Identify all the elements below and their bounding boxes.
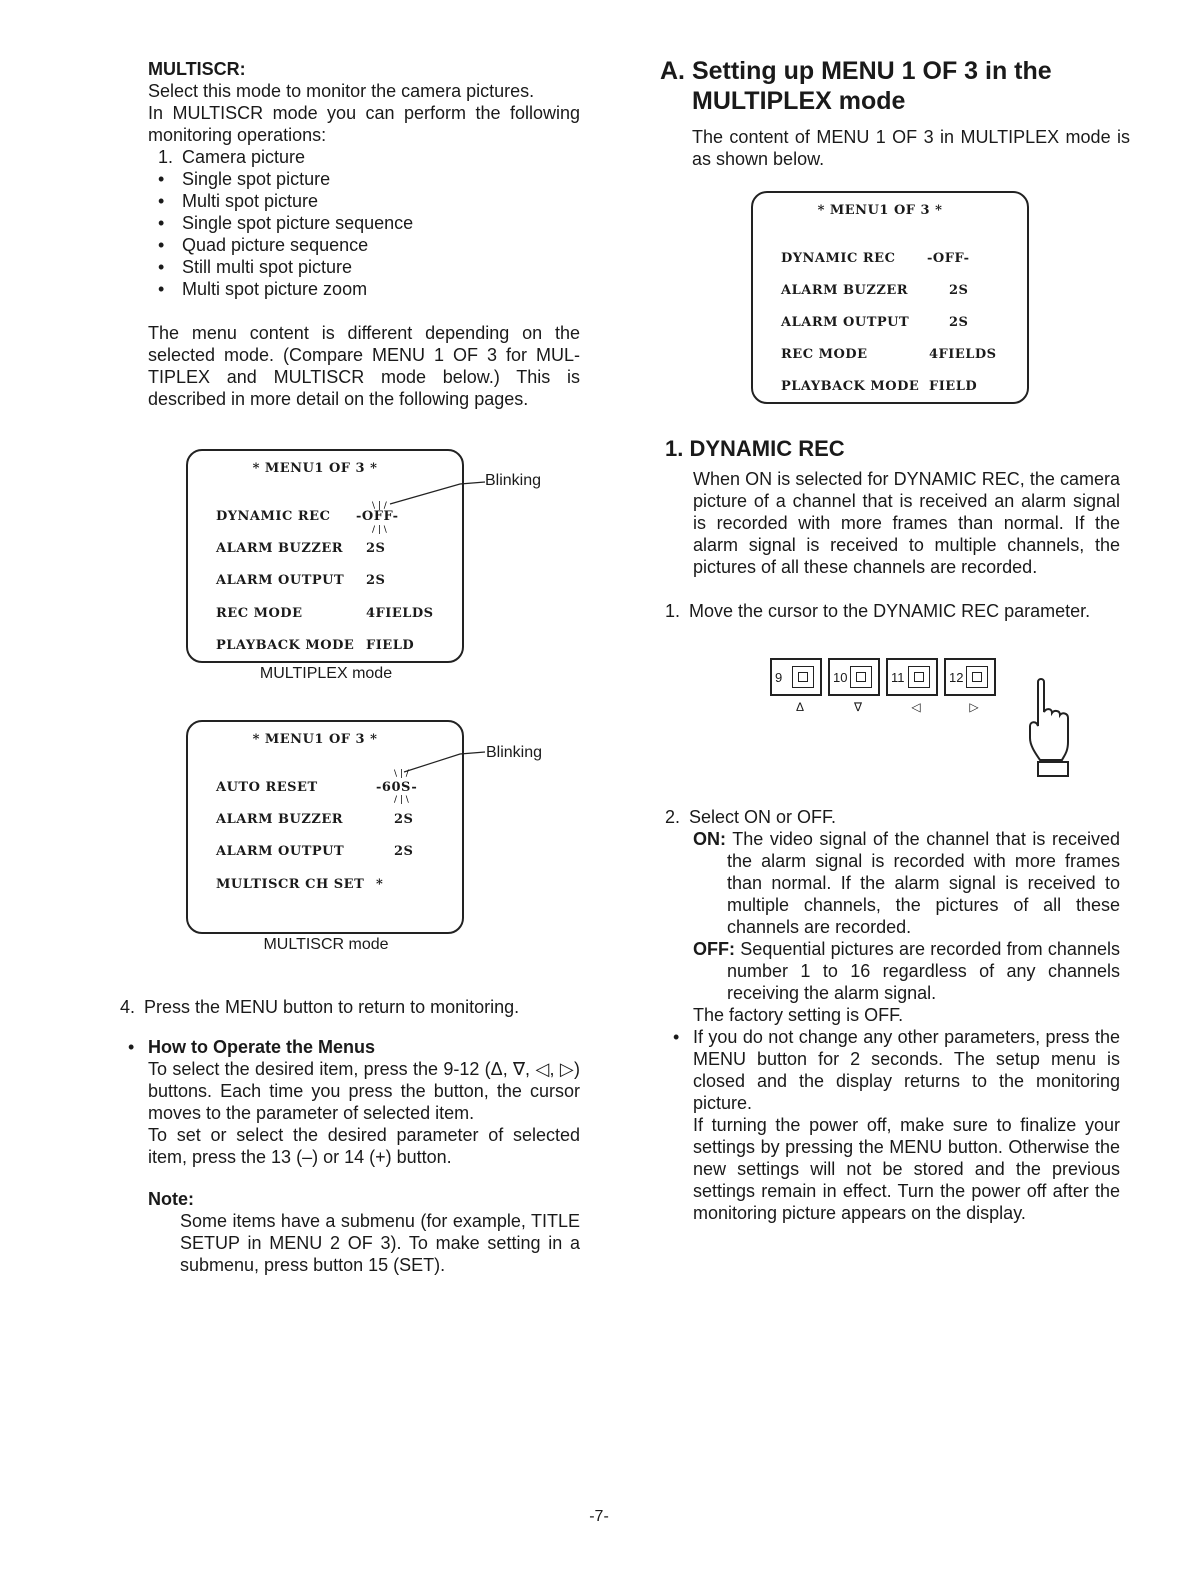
blink-pointer-line <box>360 470 490 540</box>
left-column <box>120 58 580 410</box>
menu-row: ALARM OUTPUT 2S <box>216 844 414 859</box>
list-item: • Still multi spot picture <box>158 257 353 277</box>
section-heading: A. Setting up MENU 1 OF 3 in the MULTIPLEX mode <box>660 57 1052 115</box>
menu-title: * MENU1 OF 3 * <box>817 203 943 218</box>
menu-row: ALARM BUZZER 2S <box>781 283 969 298</box>
menu-row: DYNAMIC REC -OFF- <box>781 251 970 266</box>
dynamic-rec-heading: 1. DYNAMIC REC <box>665 436 845 461</box>
how-to-paragraph-2: To set or select the desired parameter of selected item, press the 13 (–) or 14 (+) button. <box>148 1125 580 1167</box>
button-12[interactable]: 12 <box>944 658 996 696</box>
intro-text: The content of MENU 1 OF 3 in MULTIPLEX mode is as shown below. <box>692 127 1130 169</box>
menu-row: ALARM OUTPUT 2S <box>781 315 969 330</box>
page-number: -7- <box>589 1508 609 1525</box>
menu-title: * MENU1 OF 3 * <box>252 732 378 747</box>
left-lower-column <box>120 996 580 1276</box>
step-2: 2. Select ON or OFF. <box>665 807 837 827</box>
multiscr-heading: MULTISCR: <box>148 59 246 79</box>
list-item: • Single spot picture <box>158 169 331 189</box>
right-column <box>660 56 1130 170</box>
bullet-note: • If you do not change any other parameters, press the MENU button for 2 seconds. The setup menu is closed and the display returns to the monitoring picture. <box>673 1027 1120 1113</box>
down-arrow-icon: ∇ <box>853 700 863 714</box>
menu-content-paragraph: The menu content is different depending on the selected mode. (Compare MENU 1 OF 3 for MUL-TIPLEX and MULTISCR mode below.) This is described in more detail on the following pages. <box>148 323 580 409</box>
how-to-paragraph-1: To select the desired item, press the 9-12 (Δ, ∇, ◁, ▷) buttons. Each time you press the button, the cursor moves to the parameter of selected item. <box>148 1059 580 1123</box>
menu-row: DYNAMIC REC -OFF- <box>216 509 399 524</box>
button-11[interactable]: 11 <box>886 658 938 696</box>
how-to-heading-row: • How to Operate the Menus <box>128 1037 376 1057</box>
button-9[interactable]: 9 <box>770 658 822 696</box>
monitoring-operations-list <box>148 146 580 300</box>
factory-setting: The factory setting is OFF. <box>693 1005 904 1025</box>
svg-text:\ | /: \ | / <box>394 769 409 779</box>
list-item: • Multi spot picture <box>158 191 319 211</box>
power-off-paragraph: If turning the power off, make sure to finalize your settings by pressing the MENU button. Otherwise the new settings will not be stored and the previous settings remain in effect. Turn the power off after the monitoring picture appears on the display. <box>693 1115 1120 1223</box>
pointing-hand-icon <box>1024 676 1080 780</box>
multiscr-line-1: Select this mode to monitor the camera pictures. <box>148 81 535 101</box>
list-item: 1. Camera picture <box>158 147 306 167</box>
on-definition: ON: The video signal of the channel that is received the alarm signal is recorded with more frames than normal. If the alarm signal is received to multiple channels, the pictures of all these channels are recorded. <box>693 829 1120 937</box>
menu-row: PLAYBACK MODE FIELD <box>216 638 415 653</box>
left-arrow-icon: ◁ <box>911 700 921 714</box>
multiplex-caption: MULTIPLEX mode <box>259 665 393 682</box>
off-definition: OFF: Sequential pictures are recorded from channels number 1 to 16 regardless of any channels receiving the alarm signal. <box>693 939 1120 1003</box>
dynamic-rec-paragraph: When ON is selected for DYNAMIC REC, the camera picture of a channel that is received an alarm signal is recorded with more frames than normal. If the alarm signal is received to multiple channels, the pictures of all these channels are recorded. <box>693 469 1120 577</box>
menu-row: ALARM BUZZER 2S <box>216 541 386 556</box>
button-10[interactable]: 10 <box>828 658 880 696</box>
multiscr-caption: MULTISCR mode <box>263 936 389 953</box>
blinking-label: Blinking <box>485 472 542 489</box>
step-4: 4. Press the MENU button to return to monitoring. <box>120 997 520 1017</box>
step-2-section <box>665 806 1120 1224</box>
list-item: • Quad picture sequence <box>158 235 369 255</box>
menu-box-right <box>751 191 1029 404</box>
blinking-label: Blinking <box>486 744 543 761</box>
menu-row: REC MODE 4FIELDS <box>781 347 997 362</box>
multiscr-line-2: In MULTISCR mode you can perform the following monitoring operations: <box>148 103 580 145</box>
svg-text:\ | /: \ | / <box>372 501 387 511</box>
svg-text:/ | \: / | \ <box>372 525 387 535</box>
menu-row: MULTISCR CH SET * <box>216 877 384 892</box>
step-1: 1. Move the cursor to the DYNAMIC REC parameter. <box>665 601 1091 621</box>
menu-row: ALARM OUTPUT 2S <box>216 573 386 588</box>
up-arrow-icon: Δ <box>795 700 804 714</box>
how-to-heading: How to Operate the Menus <box>148 1037 376 1057</box>
right-arrow-icon: ▷ <box>969 700 979 714</box>
list-item: • Multi spot picture zoom <box>158 279 368 299</box>
channel-buttons-diagram <box>770 658 1010 718</box>
menu-row: PLAYBACK MODE FIELD <box>781 379 978 394</box>
menu-row: AUTO RESET -60S- <box>216 780 418 795</box>
menu-row: ALARM BUZZER 2S <box>216 812 414 827</box>
list-item: • Single spot picture sequence <box>158 213 414 233</box>
svg-text:/ | \: / | \ <box>394 795 409 805</box>
note-heading: Note: <box>148 1189 194 1209</box>
menu-title: * MENU1 OF 3 * <box>252 461 378 476</box>
menu-row: REC MODE 4FIELDS <box>216 606 434 621</box>
blink-pointer-line <box>380 740 490 810</box>
dynamic-rec-section <box>665 436 1120 622</box>
note-text: Some items have a submenu (for example, TITLE SETUP in MENU 2 OF 3). To make setting in a submenu, press button 15 (SET). <box>180 1211 580 1275</box>
